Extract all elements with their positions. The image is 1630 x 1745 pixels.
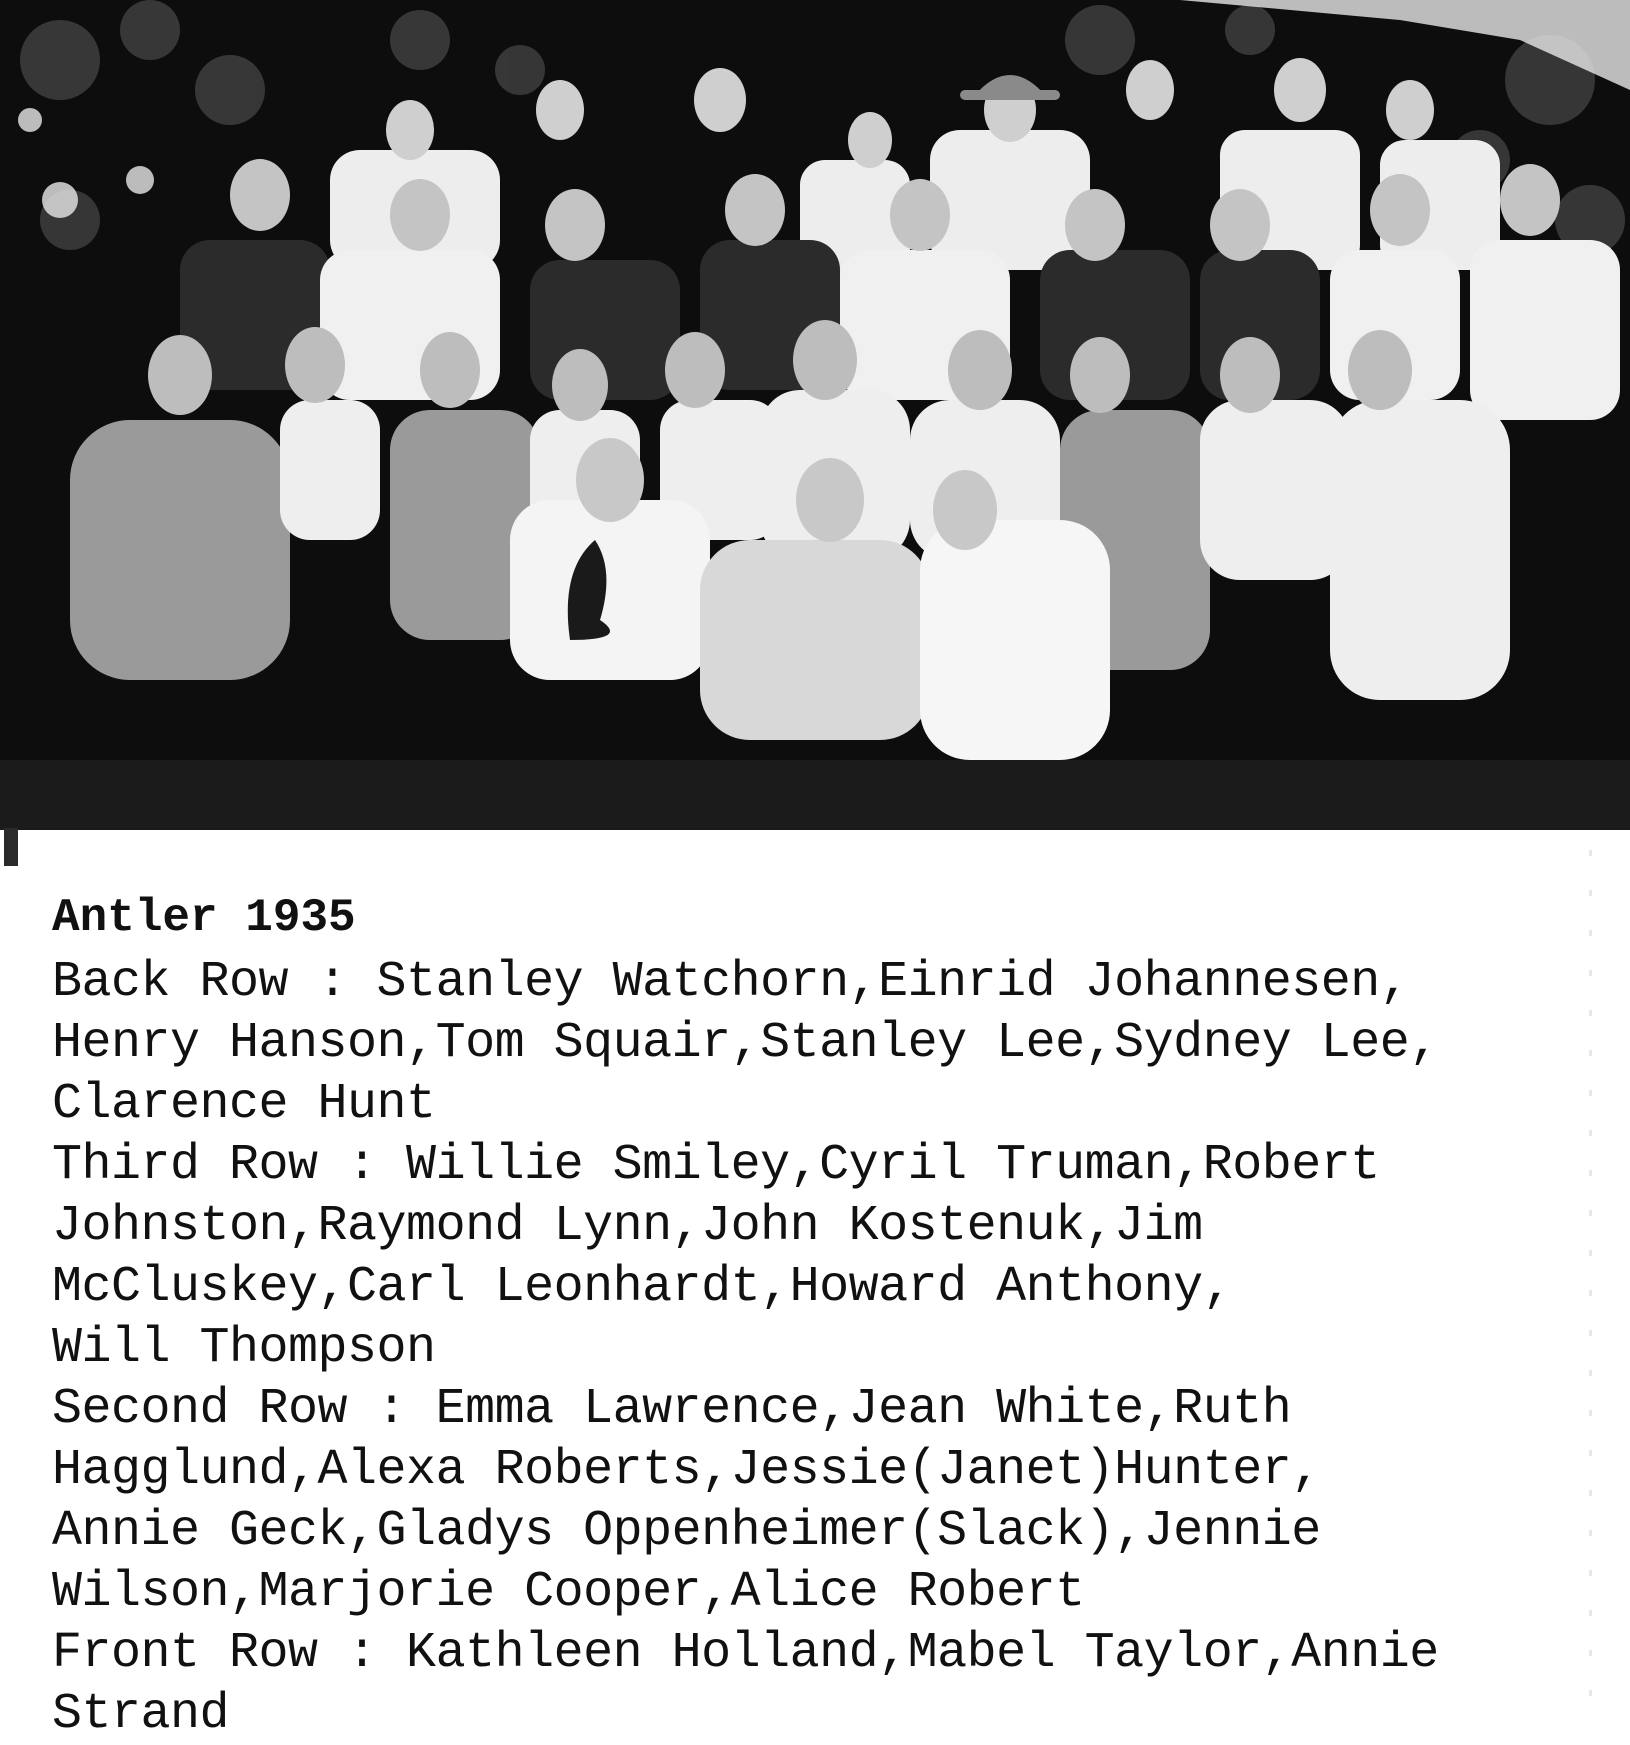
caption-line: Second Row : Emma Lawrence,Jean White,Ruth [52, 1381, 1292, 1438]
photo-caption [52, 888, 1592, 1745]
caption-title: Antler 1935 [52, 892, 356, 944]
caption-line: Strand [52, 1686, 230, 1743]
group-photo-icon [0, 0, 1630, 830]
caption-line: Will Thompson [52, 1320, 436, 1377]
caption-line: McCluskey,Carl Leonhardt,Howard Anthony, [52, 1259, 1233, 1316]
caption-line: Wilson,Marjorie Cooper,Alice Robert [52, 1564, 1085, 1621]
caption-names [52, 952, 1592, 1745]
scan-edge-mark [4, 828, 18, 866]
caption-line: Henry Hanson,Tom Squair,Stanley Lee,Sydney Lee, [52, 1015, 1439, 1072]
caption-line: Clarence Hunt [52, 1076, 436, 1133]
caption-line: Front Row : Kathleen Holland,Mabel Taylor,Annie [52, 1625, 1439, 1682]
caption-line: Annie Geck,Gladys Oppenheimer(Slack),Jennie [52, 1503, 1321, 1560]
caption-line: Hagglund,Alexa Roberts,Jessie(Janet)Hunter, [52, 1442, 1321, 1499]
caption-line: Back Row : Stanley Watchorn,Einrid Johannesen, [52, 954, 1410, 1011]
caption-line: Johnston,Raymond Lynn,John Kostenuk,Jim [52, 1198, 1203, 1255]
caption-line: Third Row : Willie Smiley,Cyril Truman,Robert [52, 1137, 1380, 1194]
group-photograph [0, 0, 1630, 830]
